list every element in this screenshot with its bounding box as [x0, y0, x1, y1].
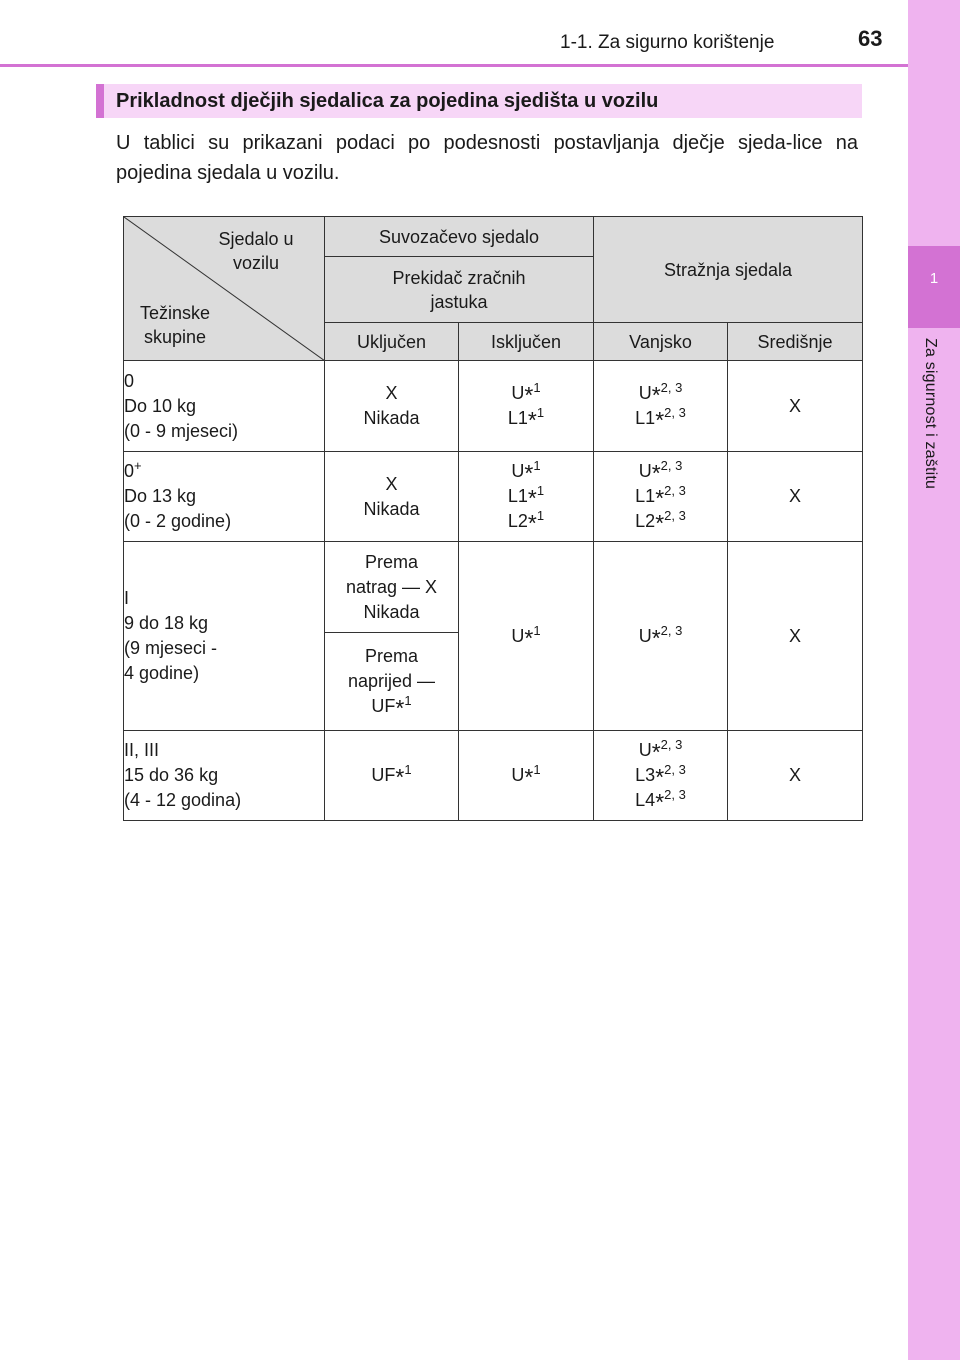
cell-outer [594, 542, 728, 731]
cell-value: Nikada [363, 408, 420, 428]
cell-value: UF [371, 765, 396, 785]
cell-value: L1 [507, 486, 528, 506]
running-header: 1-1. Za sigurno korištenje [560, 32, 775, 53]
footnote-ref: 1 [536, 405, 545, 420]
footnote-ref: 2, 3 [660, 380, 683, 395]
group-class: 0 [124, 461, 135, 481]
corner-weight-label: Težinske skupine [139, 303, 211, 347]
header-off: Isključen [459, 323, 594, 361]
group-age: 4 godine) [124, 663, 200, 683]
table-corner-cell [124, 217, 325, 361]
footnote-ref: 1 [404, 762, 412, 777]
header-rear-seats: Stražnja sjedala [594, 217, 863, 323]
cell-on-rear-facing [325, 542, 459, 633]
cell-value: L2 [635, 511, 656, 531]
asterisk: * [655, 789, 665, 815]
section-title-bar [96, 84, 862, 118]
asterisk: * [655, 510, 665, 536]
cell-center: X [728, 452, 863, 542]
header-outer: Vanjsko [594, 323, 728, 361]
cell-outer [594, 361, 728, 452]
cell-value: L3 [635, 765, 656, 785]
asterisk: * [524, 764, 534, 790]
footnote-ref: 1 [536, 508, 545, 523]
header-center: Središnje [728, 323, 863, 361]
footnote-ref: 2, 3 [664, 508, 686, 523]
group-weight: 9 do 18 kg [124, 613, 209, 633]
header-rule [0, 64, 908, 67]
table-row [124, 452, 863, 542]
group-class: 0 [124, 370, 135, 391]
group-age: (9 mjeseci - [124, 638, 218, 658]
cell-off [459, 452, 594, 542]
cell-center: X [728, 361, 863, 452]
footnote-ref: 1 [404, 693, 412, 708]
cell-value: naprijed — [347, 671, 436, 691]
section-title: Prikladnost dječjih sjedalica za pojedina sjedišta u vozilu [116, 90, 659, 112]
chapter-number: 1 [929, 270, 939, 287]
page-number: 63 [858, 26, 883, 51]
footnote-ref: 2, 3 [660, 458, 683, 473]
header-airbag-switch: Prekidač zračnih jastuka [325, 257, 594, 323]
cell-value: U [511, 383, 525, 403]
group-class: I [124, 588, 130, 608]
asterisk: * [527, 510, 537, 536]
group-weight: Do 13 kg [124, 486, 197, 506]
footnote-ref: 1 [533, 622, 541, 638]
cell-off [459, 361, 594, 452]
cell-center: X [728, 731, 863, 821]
table-row [124, 542, 863, 633]
footnote-ref: 2, 3 [664, 762, 686, 777]
group-class: II, III [124, 740, 160, 760]
footnote-ref: 1 [536, 483, 545, 498]
asterisk: * [651, 382, 661, 408]
asterisk: * [524, 382, 534, 408]
cell-value: U [638, 740, 652, 760]
table-row [124, 361, 863, 452]
weight-group-cell [124, 542, 325, 731]
corner-seat-label: Sjedalo u vozilu [218, 229, 294, 273]
group-age: (0 - 2 godine) [124, 511, 232, 531]
cell-value: U [511, 625, 525, 646]
cell-outer [594, 731, 728, 821]
chapter-tab-highlight [908, 246, 960, 328]
asterisk: * [395, 764, 405, 790]
cell-value: U [638, 383, 652, 403]
cell-value: Prema [364, 551, 418, 572]
cell-on [325, 452, 459, 542]
side-tab-strip [908, 0, 960, 1360]
child-seat-suitability-table [123, 216, 863, 821]
cell-on [325, 361, 459, 452]
asterisk: * [651, 624, 661, 651]
cell-value: U [511, 765, 525, 785]
cell-value: natrag — X [345, 576, 438, 597]
cell-value: U [638, 625, 652, 646]
group-age: (4 - 12 godina) [124, 790, 242, 810]
weight-group-cell [124, 452, 325, 542]
cell-value: L1 [635, 408, 656, 428]
footnote-ref: 2, 3 [664, 787, 686, 802]
footnote-ref: 1 [533, 380, 541, 395]
group-class-sup: + [134, 458, 142, 473]
asterisk: * [651, 460, 661, 486]
footnote-ref: 2, 3 [664, 405, 686, 420]
weight-group-cell [124, 361, 325, 452]
asterisk: * [655, 485, 665, 511]
footnote-ref: 1 [533, 762, 541, 777]
cell-value: U [511, 461, 525, 481]
asterisk: * [395, 695, 405, 721]
chapter-title: Za sigurnost i zaštitu [922, 338, 939, 490]
asterisk: * [524, 624, 534, 651]
cell-value: Nikada [363, 601, 420, 622]
footnote-ref: 2, 3 [660, 737, 683, 752]
cell-value: Nikada [363, 498, 420, 519]
asterisk: * [524, 460, 534, 486]
cell-on-forward-facing [325, 633, 459, 731]
cell-center: X [728, 542, 863, 731]
asterisk: * [527, 485, 537, 511]
table-row [124, 731, 863, 821]
cell-value: X [385, 383, 398, 403]
cell-value: UF [371, 696, 396, 716]
asterisk: * [655, 764, 665, 790]
header-passenger-seat: Suvozačevo sjedalo [325, 217, 594, 257]
cell-value: L2 [507, 511, 528, 531]
intro-paragraph: U tablici su prikazani podaci po podesnosti postavljanja dječje sjeda-lice na pojedina sjedala u vozilu. [116, 132, 858, 184]
group-weight: Do 10 kg [124, 395, 197, 416]
footnote-ref: 2, 3 [664, 483, 686, 498]
cell-value: L4 [635, 790, 656, 810]
footnote-ref: 1 [533, 458, 541, 473]
asterisk: * [655, 407, 665, 433]
cell-on [325, 731, 459, 821]
asterisk: * [527, 407, 537, 433]
asterisk: * [651, 739, 661, 765]
group-age: (0 - 9 mjeseci) [124, 420, 239, 441]
cell-value: L1 [507, 408, 528, 428]
weight-group-cell [124, 731, 325, 821]
cell-value: Prema [364, 646, 418, 666]
cell-off [459, 542, 594, 731]
header-on: Uključen [325, 323, 459, 361]
cell-value: X [385, 473, 398, 494]
cell-value: L1 [635, 486, 656, 506]
group-weight: 15 do 36 kg [124, 765, 219, 785]
footnote-ref: 2, 3 [660, 622, 683, 638]
cell-outer [594, 452, 728, 542]
cell-value: U [638, 461, 652, 481]
cell-off [459, 731, 594, 821]
